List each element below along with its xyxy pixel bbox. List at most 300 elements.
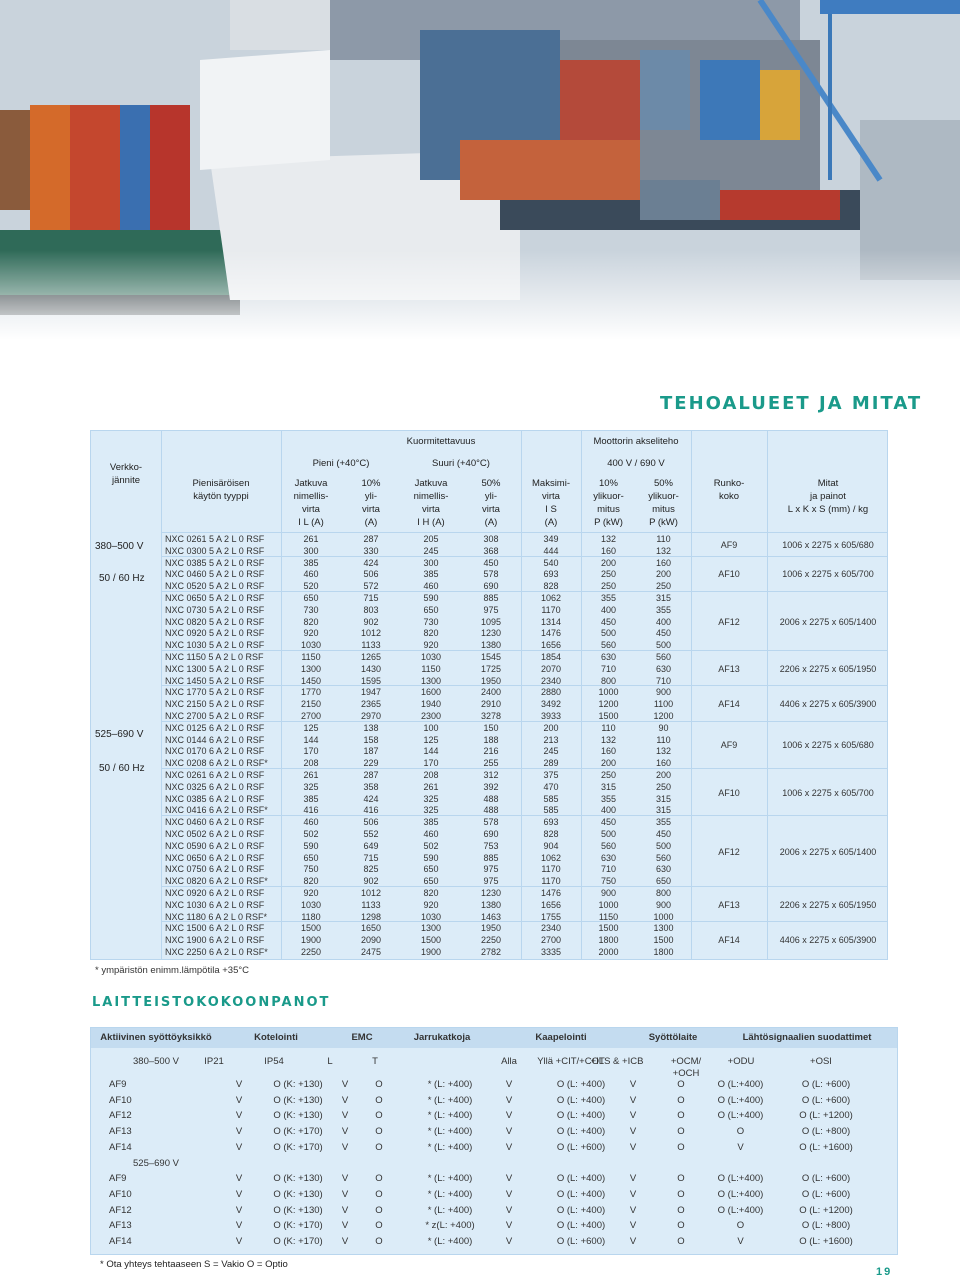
spec-value: 1133 (361, 899, 381, 910)
config-value: O (736, 1126, 745, 1138)
config-value: V (505, 1094, 513, 1106)
spec-value: 578 (483, 817, 499, 828)
config-group2-label: 525–690 V (133, 1157, 179, 1169)
spec-value: 500 (655, 840, 672, 851)
config-value: O (K: +170) (273, 1236, 323, 1247)
spec-value: 560 (655, 652, 672, 662)
header-text: Verkko- (109, 462, 143, 473)
spec-value: 502 (423, 840, 439, 851)
spec-value: 560 (600, 640, 617, 651)
model-code: NXC 1500 6 A 2 L 0 RSF (165, 923, 265, 934)
spec-value: 416 (363, 805, 379, 816)
config-header: Lähtösignaalien suodattimet (742, 1032, 872, 1043)
header-col-line: 50% (481, 478, 501, 489)
spec-value: 250 (600, 581, 617, 592)
spec-value: 506 (363, 569, 379, 580)
spec-value: 300 (303, 545, 319, 556)
spec-value: 578 (483, 569, 499, 580)
config-subheader: IP21 (204, 1056, 224, 1067)
config-value: V (341, 1173, 349, 1185)
frame-size: AF12 (718, 616, 740, 627)
config-value: O (375, 1220, 383, 1232)
temp-footnote: * ympäristön enimm.lämpötila +35°C (95, 965, 250, 976)
spec-value: 1170 (541, 604, 561, 615)
spec-value: 1500 (300, 923, 322, 934)
config-value: * (L: +400) (427, 1188, 473, 1200)
spec-value: 1430 (360, 663, 382, 674)
spec-value: 200 (655, 770, 672, 780)
spec-value: 1062 (540, 852, 562, 863)
spec-value: 450 (655, 829, 672, 839)
config-value: O (L: +600) (556, 1141, 606, 1153)
config-frame: AF13 (109, 1220, 132, 1232)
group2-voltage: 525–690 V (95, 729, 144, 740)
header-col-line: (A) (544, 517, 558, 528)
spec-value: 650 (423, 604, 439, 615)
config-value: V (505, 1173, 513, 1185)
model-code: NXC 0144 6 A 2 L 0 RSF (165, 734, 265, 745)
config-value: O (L: +400) (556, 1220, 606, 1232)
config-value: O (677, 1126, 685, 1138)
page-number: 19 (876, 1266, 893, 1278)
spec-value: 560 (600, 840, 617, 851)
config-value: V (235, 1110, 243, 1122)
config-header: Syöttölaite (648, 1032, 698, 1043)
model-code: NXC 1770 5 A 2 L 0 RSF (165, 687, 265, 698)
spec-value: 188 (483, 734, 499, 745)
spec-value: 502 (303, 829, 319, 839)
spec-value: 158 (363, 734, 379, 745)
config-frame: AF12 (109, 1204, 132, 1216)
spec-value: 1595 (360, 675, 382, 686)
header-col-line: Jatkuva (294, 478, 328, 489)
header-mitat (767, 477, 889, 516)
spec-value: 693 (543, 817, 559, 828)
spec-value: 1476 (540, 628, 562, 639)
spec-value: 1150 (421, 663, 441, 674)
config-value: O (K: +130) (273, 1173, 323, 1185)
config-value: V (341, 1094, 349, 1106)
spec-value: 1298 (360, 911, 382, 922)
spec-value: 144 (303, 734, 319, 745)
config-header: EMC (351, 1032, 373, 1043)
spec-value: 150 (483, 722, 499, 733)
config-value: O (375, 1141, 383, 1153)
config-value: O (677, 1236, 685, 1247)
spec-value: 355 (655, 604, 672, 615)
config-value: O (K: +130) (273, 1094, 323, 1106)
hero-photo (0, 0, 960, 340)
spec-value: 690 (483, 581, 499, 592)
config-value: V (629, 1173, 637, 1185)
spec-value: 187 (363, 746, 379, 757)
config-value: V (737, 1236, 744, 1247)
spec-value: 385 (423, 569, 439, 580)
spec-value: 975 (483, 864, 499, 875)
config-value: V (235, 1188, 243, 1200)
group1-voltage: 380–500 V (95, 541, 144, 552)
model-code: NXC 1300 5 A 2 L 0 RSF (165, 663, 265, 674)
spec-value: 2150 (300, 699, 322, 710)
config-subheader: Alla (501, 1056, 517, 1067)
config-value: O (K: +130) (273, 1188, 323, 1200)
config-value: * (L: +400) (427, 1126, 473, 1138)
spec-value: 200 (543, 722, 559, 733)
spec-value: 1000 (653, 911, 674, 922)
spec-value: 385 (423, 817, 439, 828)
config-value: V (505, 1204, 513, 1216)
spec-value: 2300 (420, 711, 442, 721)
spec-value: 1476 (540, 888, 562, 898)
header-col-line: Maksimi- (532, 478, 570, 489)
model-code: NXC 0820 5 A 2 L 0 RSF (165, 616, 265, 627)
config-value: V (341, 1141, 349, 1153)
config-value: * (L: +400) (427, 1094, 473, 1106)
spec-value: 416 (303, 805, 319, 816)
spec-value: 1012 (360, 628, 382, 639)
config-value: O (K: +130) (273, 1110, 323, 1122)
spec-value: 1500 (420, 935, 442, 946)
spec-value: 828 (543, 829, 559, 839)
frame-size: AF13 (718, 899, 740, 910)
spec-value: 650 (655, 876, 672, 887)
config-value: O (L: +400) (556, 1173, 606, 1185)
spec-value: 200 (655, 569, 672, 580)
spec-value: 572 (363, 581, 379, 592)
spec-value: 2475 (360, 947, 382, 957)
spec-value: 1656 (540, 899, 562, 910)
spec-value: 1725 (480, 663, 502, 674)
spec-value: 690 (483, 829, 499, 839)
spec-value: 3335 (540, 947, 562, 957)
config-value: V (629, 1079, 637, 1090)
header-col-line: mitus (652, 504, 675, 515)
config-value: V (341, 1079, 349, 1090)
spec-value: 730 (423, 616, 439, 627)
spec-value: 90 (658, 722, 669, 733)
spec-value: 1300 (420, 923, 442, 934)
spec-value: 3933 (540, 711, 562, 721)
config-value: V (235, 1079, 243, 1090)
spec-value: 229 (363, 758, 379, 769)
config-frame: AF13 (109, 1126, 132, 1138)
frame-size: AF9 (720, 740, 738, 751)
config-value: O (L: +400) (556, 1110, 606, 1122)
header-col-line: I S (545, 504, 557, 515)
spec-value: 800 (655, 888, 672, 898)
header-text: Mitat (817, 478, 839, 489)
spec-value: 900 (600, 888, 617, 898)
spec-value: 710 (600, 864, 617, 875)
frame-size: AF12 (718, 846, 740, 857)
spec-value: 1300 (653, 923, 674, 934)
spec-value: 902 (363, 616, 379, 627)
spec-value: 900 (655, 899, 672, 910)
spec-value: 170 (303, 746, 319, 757)
spec-value: 216 (483, 746, 499, 757)
spec-value: 355 (600, 593, 617, 603)
spec-value: 1900 (420, 947, 442, 957)
header-col-line: Jatkuva (414, 478, 448, 489)
spec-value: 315 (655, 805, 672, 816)
config-frame: AF9 (109, 1173, 127, 1185)
spec-value: 132 (600, 534, 617, 544)
model-code: NXC 0650 5 A 2 L 0 RSF (165, 593, 265, 603)
header-col-line: 10% (598, 478, 618, 489)
spec-value: 125 (303, 722, 319, 733)
config-value: O (677, 1173, 685, 1185)
header-moottori: Moottorin akseliteho (593, 436, 679, 447)
spec-value: 470 (543, 781, 559, 792)
config-subheader: L (327, 1056, 333, 1067)
spec-value: 160 (655, 557, 672, 568)
frame-size: AF10 (718, 787, 740, 798)
spec-value: 1200 (653, 711, 674, 721)
model-code: NXC 0385 5 A 2 L 0 RSF (165, 557, 265, 568)
config-value: V (505, 1110, 513, 1122)
header-text: jännite (112, 475, 140, 486)
frame-size: AF9 (720, 539, 738, 550)
spec-value: 450 (600, 616, 617, 627)
header-runko (691, 477, 767, 503)
config-header: Aktiivinen syöttöyksikkö (100, 1032, 212, 1043)
header-col-line: virta (362, 504, 380, 515)
config-frame: AF12 (109, 1110, 132, 1122)
spec-value: 650 (423, 876, 439, 887)
config-value: V (235, 1173, 243, 1185)
header-text: Runko- (713, 478, 745, 489)
spec-value: 250 (600, 569, 617, 580)
spec-value: 261 (423, 781, 439, 792)
header-type (161, 477, 281, 503)
spec-value: 828 (543, 581, 559, 592)
spec-value: 144 (423, 746, 439, 757)
spec-value: 590 (423, 852, 439, 863)
config-value: V (235, 1094, 243, 1106)
frame-dimensions: 2206 x 2275 x 605/1950 (779, 899, 877, 910)
config-value: O (L: +600) (556, 1236, 606, 1247)
header-col-line: 10% (361, 478, 381, 489)
model-code: NXC 0460 5 A 2 L 0 RSF (165, 569, 265, 580)
frame-dimensions: 1006 x 2275 x 605/700 (782, 787, 874, 798)
config-subheader: +ILS & +ICB (590, 1056, 644, 1067)
config-value: V (341, 1110, 349, 1122)
config-value: O (L:+400) (717, 1079, 764, 1090)
spec-value: 1230 (480, 628, 502, 639)
spec-value: 803 (363, 604, 379, 615)
spec-value: 205 (423, 534, 439, 544)
spec-value: 460 (303, 817, 319, 828)
config-value: O (K: +170) (273, 1220, 323, 1232)
spec-value: 710 (600, 663, 617, 674)
spec-value: 540 (543, 557, 559, 568)
spec-value: 450 (600, 817, 617, 828)
config-value: O (375, 1188, 383, 1200)
spec-value: 132 (600, 734, 617, 745)
spec-value: 200 (600, 758, 617, 769)
spec-value: 315 (655, 593, 672, 603)
spec-value: 287 (363, 534, 379, 544)
header-text: Pienisäröisen (192, 478, 250, 489)
spec-value: 2070 (540, 663, 562, 674)
config-frame: AF10 (109, 1094, 132, 1106)
spec-value: 552 (363, 829, 379, 839)
spec-value: 715 (363, 593, 379, 603)
spec-value: 904 (543, 840, 559, 851)
header-text: koko (718, 491, 740, 502)
model-code: NXC 0730 5 A 2 L 0 RSF (165, 604, 265, 615)
spec-value: 920 (303, 888, 319, 898)
spec-value: 245 (543, 746, 559, 757)
config-value: O (375, 1079, 383, 1090)
frame-size: AF14 (718, 935, 740, 946)
spec-value: 590 (423, 593, 439, 603)
model-code: NXC 2700 5 A 2 L 0 RSF (165, 711, 265, 721)
spec-value: 820 (303, 876, 319, 887)
spec-value: 825 (363, 864, 379, 875)
spec-value: 900 (655, 687, 672, 698)
model-code: NXC 2150 5 A 2 L 0 RSF (165, 699, 265, 710)
spec-value: 2782 (480, 947, 502, 957)
header-col-line: yli- (484, 491, 498, 502)
spec-value: 920 (423, 640, 439, 651)
model-code: NXC 1030 6 A 2 L 0 RSF (165, 899, 265, 910)
spec-value: 368 (483, 545, 499, 556)
model-code: NXC 0416 6 A 2 L 0 RSF* (165, 805, 268, 816)
header-col-line: (A) (364, 517, 378, 528)
section2-title: LAITTEISTOKOKOONPANOT (92, 995, 331, 1010)
spec-value: 500 (655, 640, 672, 651)
header-col-line: P (kW) (649, 517, 678, 528)
config-subheader: 380–500 V (133, 1056, 179, 1067)
config-value: O (375, 1236, 383, 1247)
config-value: V (341, 1204, 349, 1216)
config-value: O (677, 1188, 685, 1200)
spec-value: 349 (543, 534, 559, 544)
spec-value: 1030 (420, 652, 442, 662)
config-value: V (629, 1204, 637, 1216)
header-col-line: virta (482, 504, 500, 515)
config-value: O (L: +400) (556, 1079, 606, 1090)
header-col-line: (A) (484, 517, 498, 528)
spec-value: 1133 (361, 640, 381, 651)
config-value: V (341, 1220, 349, 1232)
header-text: käytön tyyppi (193, 491, 249, 502)
header-col-line: P (kW) (594, 517, 623, 528)
spec-value: 355 (655, 817, 672, 828)
hero-fade (0, 250, 960, 340)
spec-value: 245 (423, 545, 439, 556)
spec-value: 1300 (300, 663, 322, 674)
spec-value: 1000 (598, 899, 619, 910)
row-separator (161, 532, 887, 533)
spec-value: 1200 (598, 699, 619, 710)
config-value: O (375, 1173, 383, 1185)
spec-value: 820 (423, 628, 439, 639)
spec-divider (691, 431, 692, 959)
config-value: V (505, 1236, 513, 1247)
frame-dimensions: 1006 x 2275 x 605/680 (782, 740, 874, 751)
model-code: NXC 1180 6 A 2 L 0 RSF* (165, 911, 268, 922)
spec-value: 3278 (480, 711, 502, 721)
spec-value: 2250 (480, 935, 502, 946)
spec-value: 325 (423, 793, 439, 804)
model-code: NXC 0502 6 A 2 L 0 RSF (165, 829, 265, 839)
config-value: V (235, 1141, 243, 1153)
config-table (90, 1027, 898, 1255)
spec-value: 1380 (480, 640, 502, 651)
spec-value: 1170 (541, 876, 561, 887)
config-value: V (629, 1188, 637, 1200)
config-value: O (L: +400) (556, 1126, 606, 1138)
spec-value: 208 (423, 770, 439, 780)
config-value: V (505, 1079, 513, 1090)
header-col-line: I H (A) (417, 517, 445, 528)
model-code: NXC 0920 5 A 2 L 0 RSF (165, 628, 265, 639)
spec-value: 1854 (540, 652, 562, 662)
spec-value: 1545 (480, 652, 502, 662)
model-code: NXC 2250 6 A 2 L 0 RSF* (165, 947, 268, 957)
header-kuormitettavuus: Kuormitettavuus (406, 436, 476, 447)
model-code: NXC 1030 5 A 2 L 0 RSF (165, 640, 265, 651)
spec-value: 1030 (300, 640, 322, 651)
frame-size: AF13 (718, 663, 740, 674)
config-value: V (629, 1236, 637, 1247)
header-col-line: 50% (653, 478, 673, 489)
config-value: O (L: +600) (801, 1079, 851, 1090)
spec-value: 1100 (653, 699, 674, 710)
spec-value: 1095 (480, 616, 502, 627)
config-value: O (L:+400) (717, 1188, 764, 1200)
spec-value: 730 (303, 604, 319, 615)
spec-value: 160 (600, 746, 617, 757)
spec-value: 315 (600, 781, 617, 792)
spec-value: 649 (363, 840, 379, 851)
spec-value: 1950 (480, 923, 502, 934)
config-value: V (235, 1204, 243, 1216)
frame-dimensions: 1006 x 2275 x 605/700 (782, 569, 874, 580)
spec-value: 261 (303, 770, 319, 780)
spec-value: 1940 (420, 699, 442, 710)
spec-value: 289 (543, 758, 559, 769)
spec-value: 3492 (540, 699, 562, 710)
frame-dimensions: 2006 x 2275 x 605/1400 (779, 846, 877, 857)
config-value: V (235, 1220, 243, 1232)
spec-value: 585 (543, 805, 559, 816)
model-code: NXC 0261 5 A 2 L 0 RSF (165, 534, 265, 544)
header-col-line: virta (542, 491, 560, 502)
config-value: * z(L: +400) (425, 1220, 475, 1232)
spec-value: 132 (655, 746, 672, 757)
spec-value: 110 (656, 534, 671, 544)
config-value: O (L: +600) (801, 1188, 851, 1200)
config-value: O (L: +1600) (799, 1236, 853, 1247)
row-separator (161, 721, 887, 722)
config-subheader: Yllä +CIT/+COT (537, 1056, 605, 1067)
config-value: V (341, 1126, 349, 1138)
frame-dimensions: 4406 x 2275 x 605/3900 (779, 935, 877, 946)
spec-value: 325 (423, 805, 439, 816)
spec-value: 885 (483, 593, 499, 603)
spec-value: 110 (656, 734, 671, 745)
spec-value: 132 (655, 545, 672, 556)
config-subheader: T (372, 1056, 378, 1067)
spec-value: 1062 (540, 593, 562, 603)
header-volt: 400 V / 690 V (607, 458, 665, 469)
spec-value: 125 (423, 734, 439, 745)
header-col-line: mitus (597, 504, 620, 515)
config-value: O (L: +1600) (799, 1141, 853, 1153)
